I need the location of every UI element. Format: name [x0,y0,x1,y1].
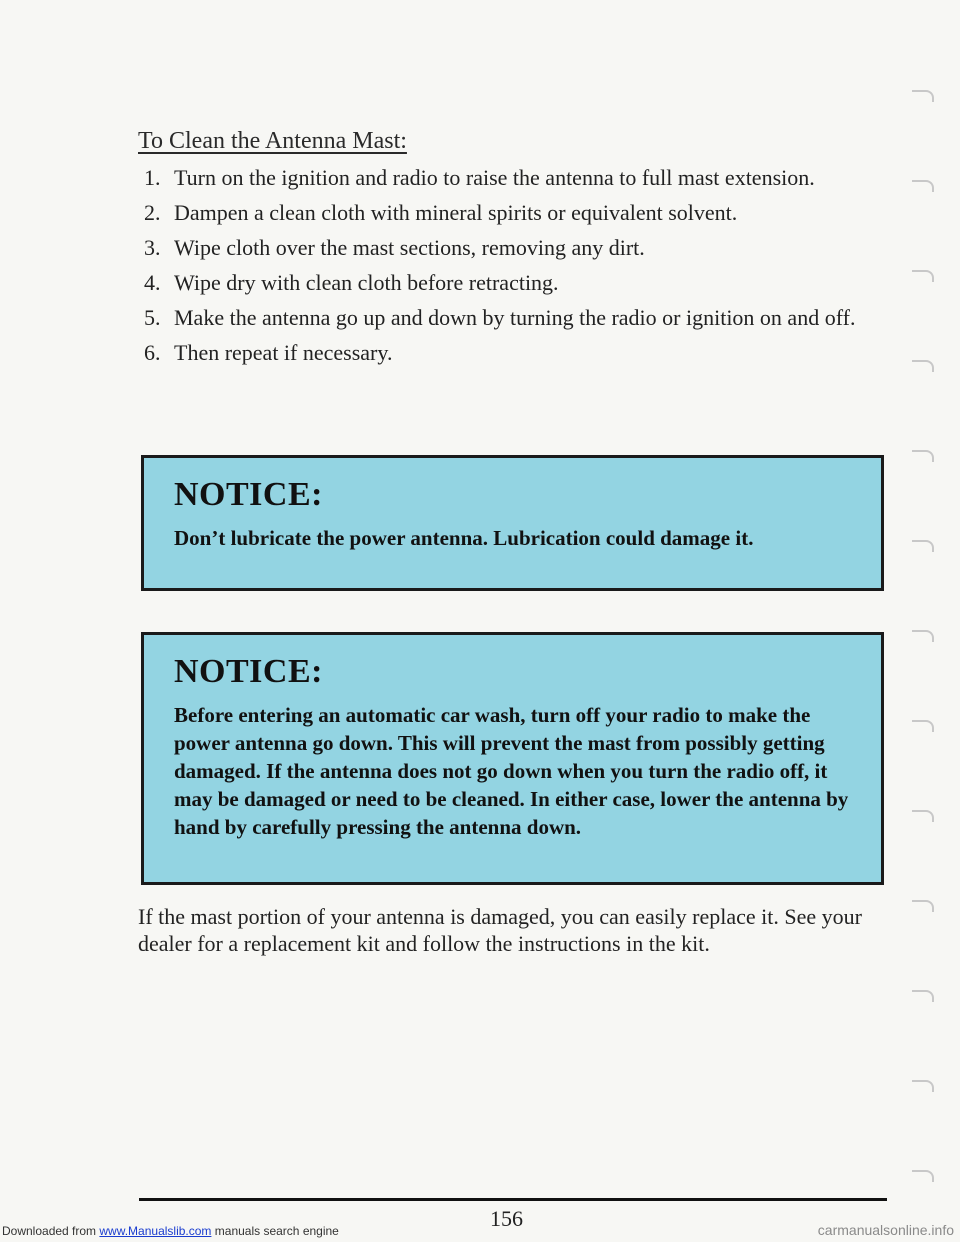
list-item [144,304,884,331]
section-heading: To Clean the Antenna Mast: [138,128,407,154]
notice-title: NOTICE: [174,653,323,690]
manualslib-link[interactable]: www.Manualslib.com [99,1224,212,1238]
list-item [144,199,884,226]
page-number: 156 [490,1206,523,1231]
steps-list [144,164,884,374]
tab-mark [912,180,934,192]
notice-title: NOTICE: [174,476,323,513]
step-number: 4. [144,270,161,295]
step-text: Turn on the ignition and radio to raise the antenna to full mast extension. [174,165,815,190]
tab-mark [912,450,934,462]
download-credit-suffix: manuals search engine [211,1224,339,1238]
step-text: Then repeat if necessary. [174,340,393,365]
step-number: 6. [144,340,161,365]
tab-mark [912,1080,934,1092]
list-item [144,164,884,191]
tab-mark [912,360,934,372]
tab-mark [912,90,934,102]
notice-text: Before entering an automatic car wash, turn off your radio to make the power antenna go down. This will prevent the mast from possibly getting damaged. If the antenna does not go down when you turn the radio off, it may be damaged or need to be cleaned. In either case, lower the antenna by hand by carefully pressing the antenna down. [174,703,849,839]
step-text: Wipe cloth over the mast sections, removing any dirt. [174,235,645,260]
step-text: Wipe dry with clean cloth before retracting. [174,270,559,295]
download-credit [2,1224,339,1238]
step-text: Dampen a clean cloth with mineral spirits or equivalent solvent. [174,200,738,225]
watermark-text: carmanualsonline.info [817,1222,954,1238]
tab-mark [912,630,934,642]
step-number: 1. [144,165,161,190]
tab-mark [912,270,934,282]
step-text: Make the antenna go up and down by turning the radio or ignition on and off. [174,305,856,330]
step-number: 5. [144,305,161,330]
notice-text: Don’t lubricate the power antenna. Lubrication could damage it. [174,526,754,550]
notice-box-lubrication [141,455,884,591]
tab-mark [912,990,934,1002]
tab-mark [912,810,934,822]
tab-mark [912,1170,934,1182]
tab-mark [912,720,934,732]
download-credit-prefix: Downloaded from [2,1224,100,1238]
tab-mark [912,900,934,912]
replacement-paragraph: If the mast portion of your antenna is damaged, you can easily replace it. See your dealer for a replacement kit and follow the instructions in the kit. [138,904,862,956]
step-number: 2. [144,200,161,225]
list-item [144,269,884,296]
tab-mark [912,540,934,552]
list-item [144,339,884,366]
step-number: 3. [144,235,161,260]
notice-box-car-wash [141,632,884,885]
footer-rule [139,1198,887,1201]
list-item [144,234,884,261]
